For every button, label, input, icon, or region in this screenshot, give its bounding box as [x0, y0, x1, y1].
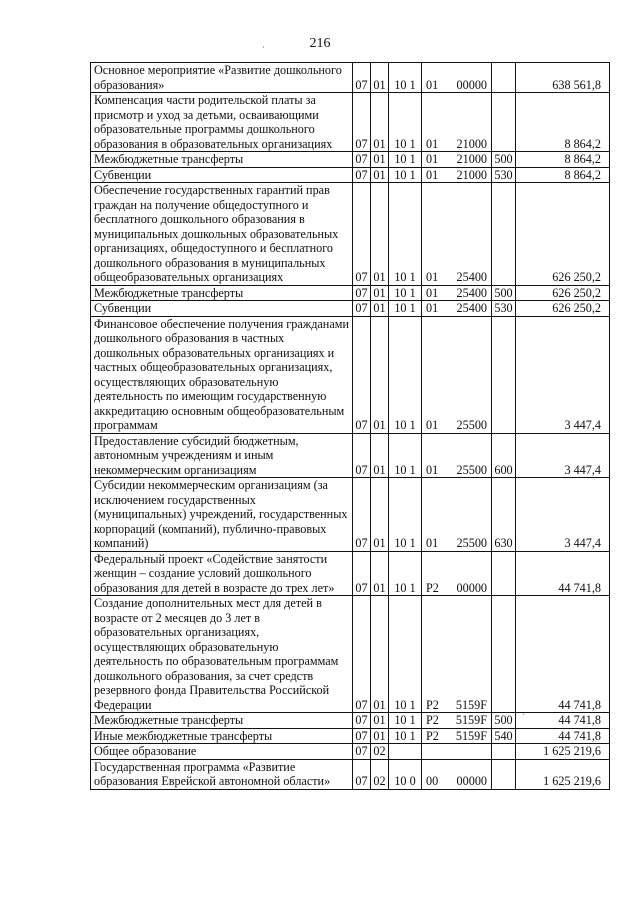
target-article-group: 01 — [426, 167, 439, 182]
section-code: 07 — [353, 433, 371, 478]
amount: 44 741,8 — [516, 728, 610, 744]
section-code: 07 — [353, 744, 371, 760]
program-code: 10 1 — [389, 63, 422, 93]
expense-type-code — [492, 551, 516, 596]
program-code: 10 1 — [389, 713, 422, 729]
expense-type-code: 500 — [492, 152, 516, 168]
row-name: Основное мероприятие «Развитие дошкольного образования» — [91, 63, 353, 93]
page-number: 216 — [309, 36, 331, 51]
program-code: 10 1 — [389, 478, 422, 552]
target-article-group: 01 — [426, 536, 439, 550]
target-article-group: 00 — [426, 774, 439, 788]
row-name: Создание дополнительных мест для детей в возрасте от 2 месяцев до 3 лет в образовательных организациях, осуществляющих образовательную деятельность по образовательным программам дошкольного образования, за счет средств резервного фонда Правительства Российской Федерации — [91, 596, 353, 713]
scan-speck: ˋ — [522, 712, 525, 722]
amount: 3 447,4 — [516, 316, 610, 433]
target-article-group: P2 — [426, 580, 439, 595]
table-row — [91, 93, 610, 152]
scan-speck: · — [262, 42, 265, 52]
section-code: 07 — [353, 183, 371, 286]
amount: 8 864,2 — [516, 93, 610, 152]
program-code: 10 1 — [389, 183, 422, 286]
table-row — [91, 713, 610, 729]
target-article-group: 01 — [426, 285, 439, 300]
row-name: Финансовое обеспечение получения гражданами дошкольного образования в частных дошкольных образовательных организациях и частных общеобразовательных организациях, осуществляющих образовательную деятельность по имеющим государственную аккредитацию основным общеобразовательным программам — [91, 316, 353, 433]
table-row — [91, 63, 610, 93]
amount: 3 447,4 — [516, 478, 610, 552]
section-code: 07 — [353, 759, 371, 789]
expense-type-code — [492, 316, 516, 433]
table-row — [91, 433, 610, 478]
amount: 44 741,8 — [516, 551, 610, 596]
amount: 8 864,2 — [516, 152, 610, 168]
target-article-group: 01 — [426, 77, 439, 92]
target-article-code — [422, 478, 492, 552]
amount: 44 741,8 — [516, 713, 610, 729]
amount: 44 741,8 — [516, 596, 610, 713]
target-article-number: 25400 — [456, 301, 487, 315]
section-code: 07 — [353, 301, 371, 317]
target-article-code — [422, 744, 492, 760]
subsection-code: 01 — [371, 713, 389, 729]
amount: 626 250,2 — [516, 301, 610, 317]
section-code: 07 — [353, 316, 371, 433]
table-row — [91, 285, 610, 301]
subsection-code: 01 — [371, 183, 389, 286]
section-code: 07 — [353, 167, 371, 183]
row-name: Межбюджетные трансферты — [91, 713, 353, 729]
program-code: 10 1 — [389, 551, 422, 596]
expense-type-code: 630 — [492, 478, 516, 552]
target-article-group: 01 — [426, 270, 439, 284]
section-code: 07 — [353, 93, 371, 152]
table-row — [91, 551, 610, 596]
subsection-code: 01 — [371, 596, 389, 713]
expense-type-code: 500 — [492, 713, 516, 729]
table-row — [91, 759, 610, 789]
target-article-group: 01 — [426, 136, 439, 151]
target-article-code — [422, 167, 492, 183]
row-name: Межбюджетные трансферты — [91, 285, 353, 301]
amount: 3 447,4 — [516, 433, 610, 478]
row-name: Федеральный проект «Содействие занятости женщин – создание условий дошкольного образования для детей в возрасте до трех лет» — [91, 551, 353, 596]
target-article-number: 00000 — [456, 580, 487, 595]
table-row — [91, 478, 610, 552]
program-code: 10 1 — [389, 167, 422, 183]
table-row — [91, 316, 610, 433]
target-article-code — [422, 183, 492, 286]
budget-table — [90, 62, 610, 790]
expense-type-code — [492, 744, 516, 760]
row-name: Компенсация части родительской платы за присмотр и уход за детьми, осваивающими образовательные программы дошкольного образования в образовательных организациях — [91, 93, 353, 152]
table-row — [91, 183, 610, 286]
target-article-code — [422, 728, 492, 744]
program-code: 10 1 — [389, 152, 422, 168]
target-article-code — [422, 93, 492, 152]
section-code: 07 — [353, 713, 371, 729]
target-article-code — [422, 316, 492, 433]
program-code: 10 1 — [389, 301, 422, 317]
program-code — [389, 744, 422, 760]
program-code: 10 1 — [389, 433, 422, 478]
row-name: Общее образование — [91, 744, 353, 760]
row-name: Иные межбюджетные трансферты — [91, 728, 353, 744]
subsection-code: 01 — [371, 433, 389, 478]
row-name: Предоставление субсидий бюджетным, автономным учреждениям и иным некоммерческим организациям — [91, 433, 353, 478]
target-article-number: 25400 — [456, 285, 487, 300]
subsection-code: 01 — [371, 316, 389, 433]
row-name: Государственная программа «Развитие образования Еврейской автономной области» — [91, 759, 353, 789]
target-article-number: 25500 — [456, 418, 487, 432]
target-article-group: P2 — [426, 697, 439, 712]
expense-type-code — [492, 63, 516, 93]
section-code: 07 — [353, 63, 371, 93]
table-row — [91, 596, 610, 713]
table-row — [91, 301, 610, 317]
subsection-code: 01 — [371, 152, 389, 168]
table-row — [91, 167, 610, 183]
expense-type-code: 540 — [492, 728, 516, 744]
table-row — [91, 152, 610, 168]
target-article-group: 01 — [426, 462, 439, 477]
subsection-code: 02 — [371, 744, 389, 760]
program-code: 10 1 — [389, 316, 422, 433]
amount: 1 625 219,6 — [516, 744, 610, 760]
expense-type-code — [492, 93, 516, 152]
amount: 8 864,2 — [516, 167, 610, 183]
program-code: 10 1 — [389, 728, 422, 744]
expense-type-code — [492, 183, 516, 286]
expense-type-code: 600 — [492, 433, 516, 478]
target-article-group: 01 — [426, 418, 439, 432]
program-code: 10 1 — [389, 596, 422, 713]
section-code: 07 — [353, 285, 371, 301]
program-code: 10 0 — [389, 759, 422, 789]
row-name: Субвенции — [91, 301, 353, 317]
target-article-number: 21000 — [456, 136, 487, 151]
expense-type-code: 500 — [492, 285, 516, 301]
target-article-code — [422, 433, 492, 478]
amount: 626 250,2 — [516, 285, 610, 301]
amount: 1 625 219,6 — [516, 759, 610, 789]
row-name: Субсидии некоммерческим организациям (за исключением государственных (муниципальных) учреждений, государственных корпораций (компаний), публично-правовых компаний) — [91, 478, 353, 552]
program-code: 10 1 — [389, 93, 422, 152]
target-article-code — [422, 596, 492, 713]
subsection-code: 01 — [371, 63, 389, 93]
row-name: Межбюджетные трансферты — [91, 152, 353, 168]
expense-type-code — [492, 759, 516, 789]
expense-type-code: 530 — [492, 167, 516, 183]
target-article-code — [422, 301, 492, 317]
target-article-number: 5159F — [455, 728, 487, 743]
table-row — [91, 744, 610, 760]
target-article-number: 21000 — [456, 152, 487, 166]
subsection-code: 01 — [371, 285, 389, 301]
target-article-group: 01 — [426, 152, 439, 166]
target-article-number: 25500 — [456, 462, 487, 477]
row-name: Субвенции — [91, 167, 353, 183]
target-article-code — [422, 152, 492, 168]
amount: 626 250,2 — [516, 183, 610, 286]
subsection-code: 01 — [371, 301, 389, 317]
target-article-number: 00000 — [456, 774, 487, 788]
target-article-code — [422, 285, 492, 301]
target-article-number: 21000 — [456, 167, 487, 182]
budget-table-body — [91, 63, 610, 790]
target-article-code — [422, 551, 492, 596]
subsection-code: 02 — [371, 759, 389, 789]
target-article-number: 5159F — [455, 713, 487, 727]
target-article-code — [422, 63, 492, 93]
subsection-code: 01 — [371, 478, 389, 552]
expense-type-code — [492, 596, 516, 713]
target-article-group: P2 — [426, 728, 439, 743]
section-code: 07 — [353, 478, 371, 552]
section-code: 07 — [353, 596, 371, 713]
section-code: 07 — [353, 728, 371, 744]
target-article-code — [422, 759, 492, 789]
target-article-group: 01 — [426, 301, 439, 315]
target-article-number: 25500 — [456, 536, 487, 550]
amount: 638 561,8 — [516, 63, 610, 93]
target-article-code — [422, 713, 492, 729]
subsection-code: 01 — [371, 93, 389, 152]
subsection-code: 01 — [371, 167, 389, 183]
section-code: 07 — [353, 551, 371, 596]
row-name: Обеспечение государственных гарантий прав граждан на получение общедоступного и бесплатного дошкольного образования в муниципальных дошкольных образовательных организациях, общедоступного и бесплатного дошкольного образования в муниципальных общеобразовательных организациях — [91, 183, 353, 286]
table-row — [91, 728, 610, 744]
subsection-code: 01 — [371, 551, 389, 596]
target-article-number: 5159F — [455, 697, 487, 712]
target-article-number: 00000 — [456, 77, 487, 92]
expense-type-code: 530 — [492, 301, 516, 317]
program-code: 10 1 — [389, 285, 422, 301]
section-code: 07 — [353, 152, 371, 168]
target-article-number: 25400 — [456, 270, 487, 284]
target-article-group: P2 — [426, 713, 439, 727]
subsection-code: 01 — [371, 728, 389, 744]
